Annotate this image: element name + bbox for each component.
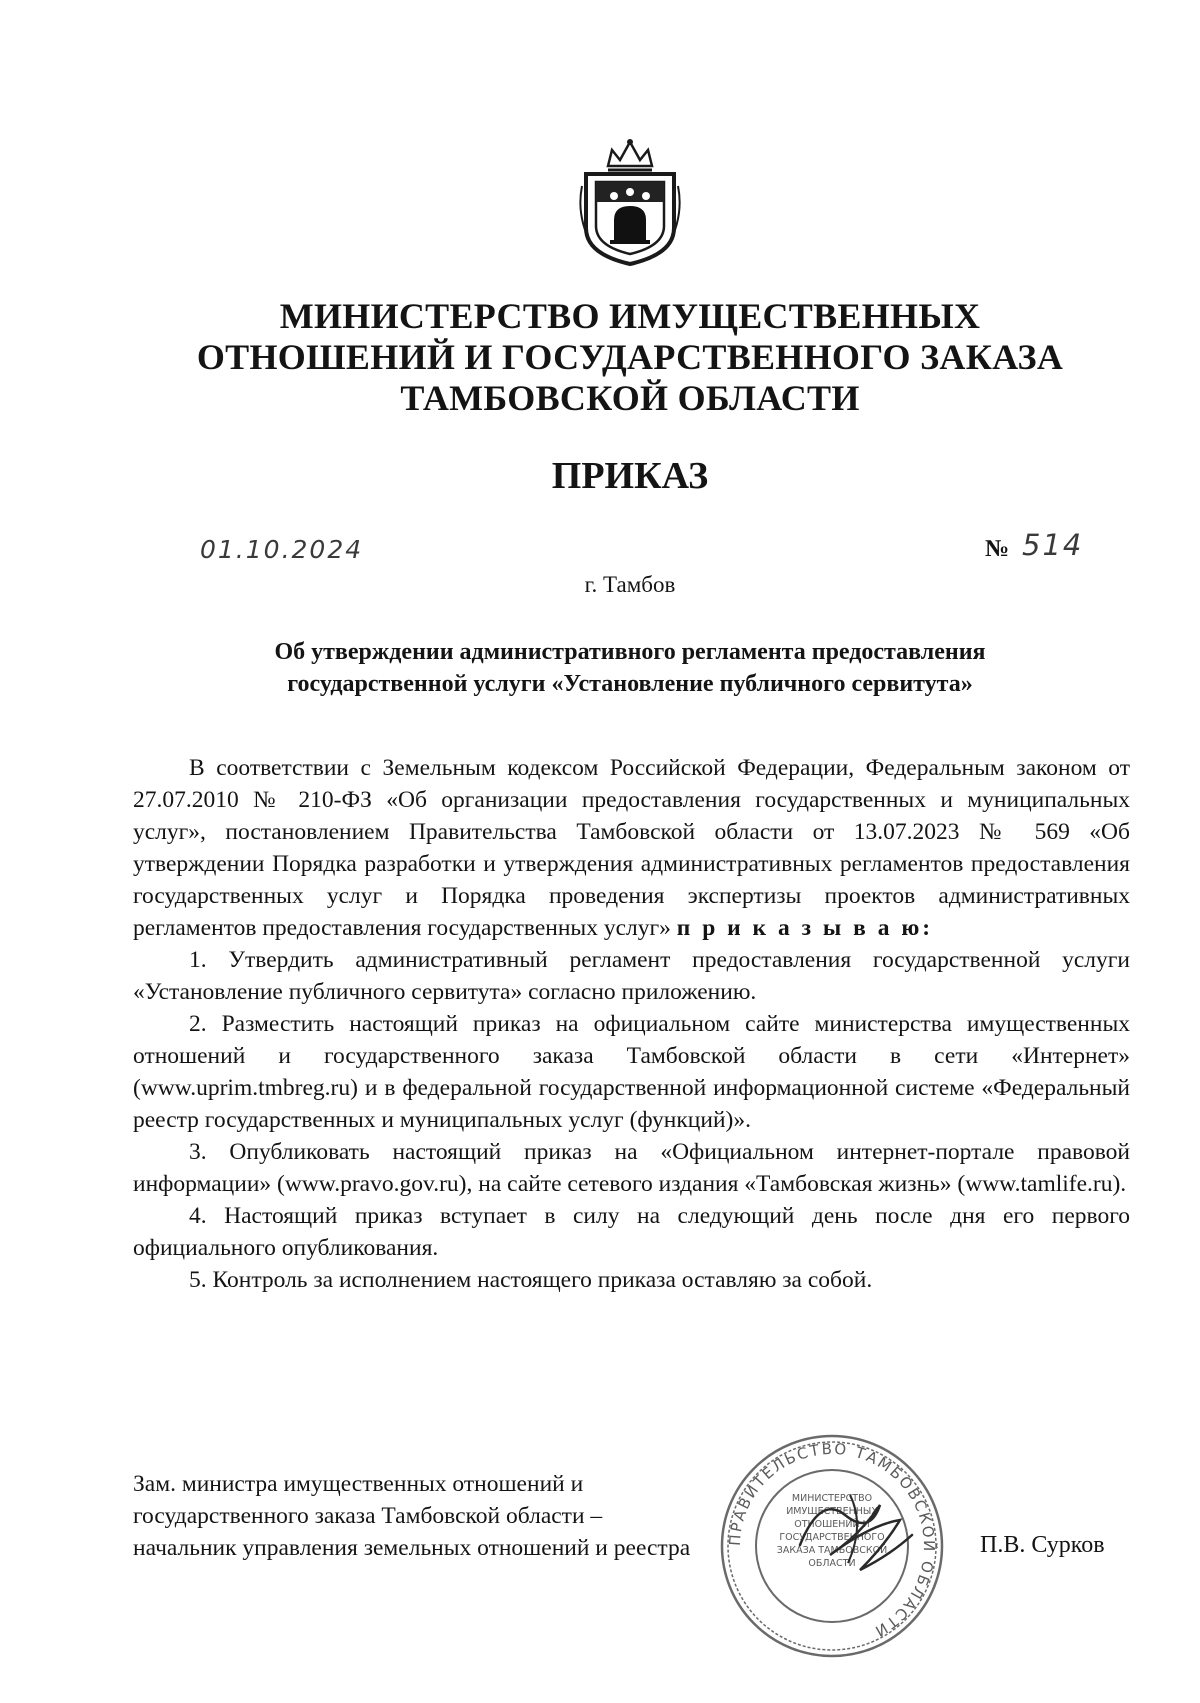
order-word: п р и к а з ы в а ю: [676,915,934,941]
position-line-1: Зам. министра имущественных отношений и [133,1471,584,1497]
order-subject [150,636,1110,700]
city-line: г. Тамбов [584,572,676,597]
seal-outer-text: ПРАВИТЕЛЬСТВО ТАМБОВСКОЙ ОБЛАСТИ [725,1439,939,1642]
order-item-3: 3. Опубликовать настоящий приказ на «Официальном интернет-портале правовой информации» (www.pravo.gov.ru), на сайте сетевого издания «Тамбовская жизнь» (www.tamlife.ru). [133,1139,1130,1197]
signatory-name: П.В. Сурков [980,1532,1105,1558]
ministry-line-2: ОТНОШЕНИЙ И ГОСУДАРСТВЕННОГО ЗАКАЗА [196,337,1064,377]
order-body [133,752,1130,1296]
order-number: 514 [1022,528,1084,562]
preamble-text: В соответствии с Земельным кодексом Российской Федерации, Федеральным законом от 27.07.2010 № 210-ФЗ «Об организации предоставления государственных и муниципальных услуг», постановлением Правительства Тамбовской области от 13.07.2023 № 569 «Об утверждении Порядка разработки и утверждения административных регламентов предоставления государственных услуг и Порядка проведения экспертизы проектов административных регламентов предоставления государственных услуг» [133,755,1130,941]
order-item-4: 4. Настоящий приказ вступает в силу на следующий день после дня его первого официального опубликования. [133,1203,1130,1261]
order-item-2: 2. Разместить настоящий приказ на официальном сайте министерства имущественных отношений и государственного заказа Тамбовской области в сети «Интернет» (www.uprim.tmbreg.ru) и в федеральной государственной информационной системе «Федеральный реестр государственных и муниципальных услуг (функций)». [133,1011,1130,1133]
preamble-paragraph [133,752,1130,944]
subject-line-1: Об утверждении административного регламента предоставления [274,639,986,665]
order-number-label: № [985,536,1010,562]
order-item-5: 5. Контроль за исполнением настоящего приказа оставляю за собой. [189,1267,873,1293]
tambov-coat-of-arms-icon [578,136,682,268]
document-type-title: ПРИКАЗ [551,455,709,497]
order-date: 01.10.2024 [200,535,364,564]
handwritten-signature [790,1475,920,1585]
subject-line-2: государственной услуги «Установление публичного сервитута» [287,671,973,697]
order-item-1: 1. Утвердить административный регламент предоставления государственной услуги «Установление публичного сервитута» согласно приложению. [133,947,1130,1005]
position-line-3: начальник управления земельных отношений и реестра [133,1535,691,1561]
seal-inner-text: МИНИСТЕРСТВО ИМУЩЕСТВЕННЫХ ОТНОШЕНИЙ И ГОСУДАРСТВЕННОГО ЗАКАЗА ТАМБОВСКОЙ ОБЛАСТИ [776,1493,888,1569]
ministry-line-1: МИНИСТЕРСТВО ИМУЩЕСТВЕННЫХ [279,296,981,336]
ministry-name [100,296,1160,419]
position-line-2: государственного заказа Тамбовской области – [133,1503,603,1529]
ministry-line-3: ТАМБОВСКОЙ ОБЛАСТИ [400,378,860,418]
